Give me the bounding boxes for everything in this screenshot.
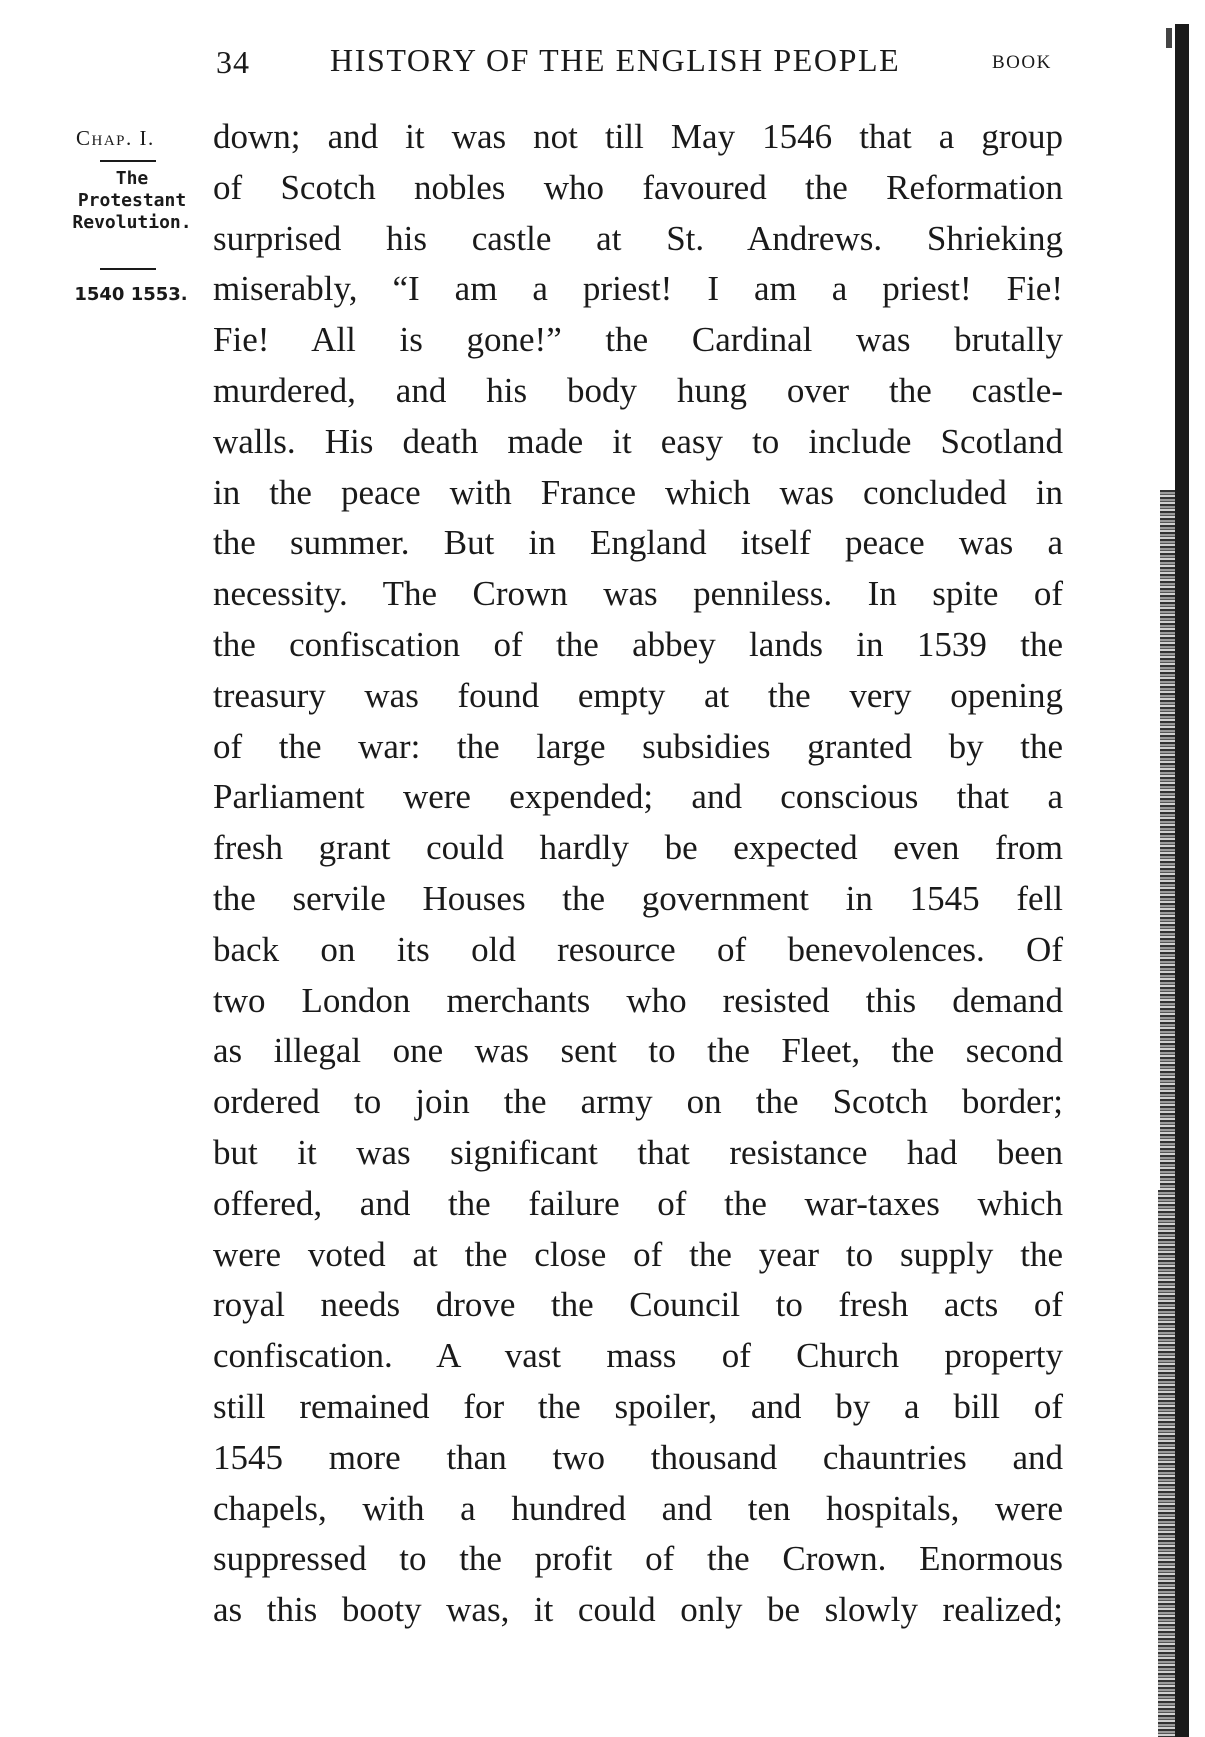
text-line: back on its old resource of benevolences. Of xyxy=(213,929,1063,969)
text-line: miserably, “I am a priest! I am a priest! Fie! xyxy=(213,269,1063,309)
text-line: the servile Houses the government in 1545 fell xyxy=(213,878,1063,918)
margin-rule xyxy=(100,160,156,162)
section-label-line: Revolution. xyxy=(72,212,192,233)
text-line: surprised his castle at St. Andrews. Shrieking xyxy=(213,218,1063,258)
margin-rule xyxy=(100,268,156,270)
text-line: necessity. The Crown was penniless. In spite of xyxy=(213,574,1063,614)
text-line: the summer. But in England itself peace was a xyxy=(213,523,1063,563)
section-label-line: Protestant xyxy=(77,190,187,211)
text-line: still remained for the spoiler, and by a bill of xyxy=(213,1386,1063,1426)
chapter-label: Chap. I. xyxy=(76,126,155,150)
scan-edge-bar xyxy=(1175,24,1189,1737)
text-line: Parliament were expended; and conscious that a xyxy=(213,777,1063,817)
text-line: but it was significant that resistance had been xyxy=(213,1132,1063,1172)
scan-edge-speckle xyxy=(1160,490,1176,1190)
text-line: treasury was found empty at the very opening xyxy=(213,675,1063,715)
text-line: as illegal one was sent to the Fleet, the second xyxy=(213,1031,1063,1071)
book-label: BOOK xyxy=(992,52,1052,73)
running-title: HISTORY OF THE ENGLISH PEOPLE xyxy=(330,42,901,78)
text-line: as this booty was, it could only be slowly realized; xyxy=(213,1590,1063,1630)
text-line: of the war: the large subsidies granted by the xyxy=(213,726,1063,766)
section-label-line: The xyxy=(115,168,149,189)
text-line: royal needs drove the Council to fresh acts of xyxy=(213,1285,1063,1325)
scan-edge-mark xyxy=(1166,28,1172,48)
date-range: 1540 1553. xyxy=(74,284,188,305)
scan-edge-speckle xyxy=(1158,1190,1176,1737)
text-line: down; and it was not till May 1546 that a group xyxy=(213,117,1063,156)
text-line: suppressed to the profit of the Crown. Enormous xyxy=(213,1539,1063,1579)
section-label xyxy=(54,168,210,234)
text-line: murdered, and his body hung over the castle- xyxy=(213,370,1063,410)
text-line: in the peace with France which was concluded in xyxy=(213,472,1063,512)
text-line: were voted at the close of the year to supply the xyxy=(213,1234,1063,1274)
text-line: chapels, with a hundred and ten hospitals, were xyxy=(213,1488,1063,1528)
text-line: offered, and the failure of the war-taxes which xyxy=(213,1183,1063,1223)
text-line: confiscation. A vast mass of Church property xyxy=(213,1336,1063,1376)
body-text xyxy=(213,112,1063,1636)
text-line: the confiscation of the abbey lands in 1539 the xyxy=(213,624,1063,664)
text-line: walls. His death made it easy to include Scotland xyxy=(213,421,1063,461)
text-line: ordered to join the army on the Scotch border; xyxy=(213,1082,1063,1122)
page-number: 34 xyxy=(216,44,250,80)
text-line: of Scotch nobles who favoured the Reformation xyxy=(213,167,1063,207)
text-line: two London merchants who resisted this demand xyxy=(213,980,1063,1020)
text-line: 1545 more than two thousand chauntries and xyxy=(213,1437,1063,1477)
text-line: fresh grant could hardly be expected even from xyxy=(213,828,1063,868)
running-header xyxy=(0,38,1205,88)
text-line: Fie! All is gone!” the Cardinal was brutally xyxy=(213,320,1063,360)
